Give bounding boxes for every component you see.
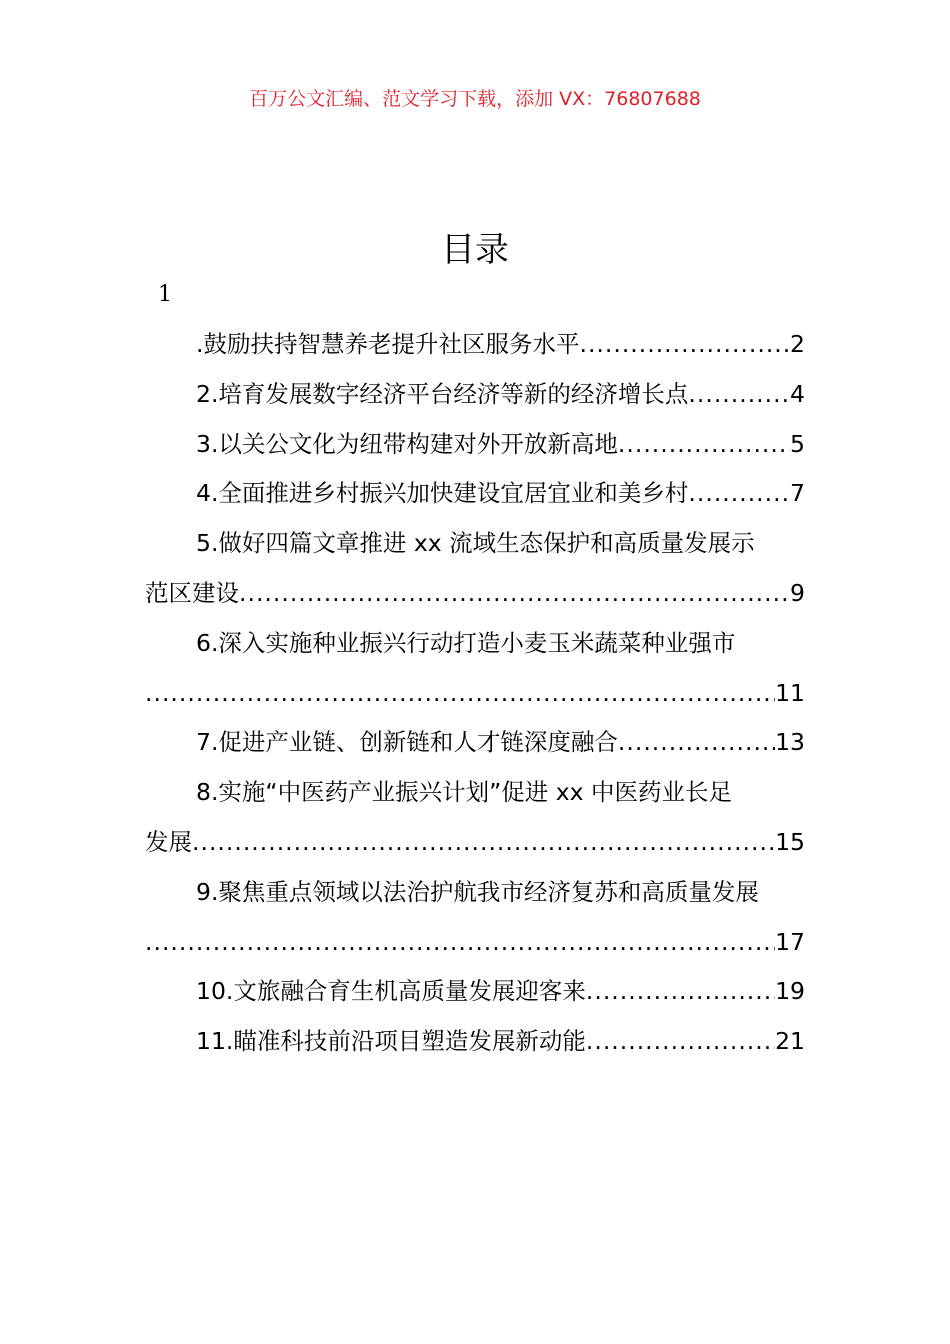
toc-entry[interactable] — [145, 469, 805, 519]
dot-leader — [579, 320, 790, 370]
toc-entry[interactable] — [145, 718, 805, 768]
dot-leader — [688, 469, 790, 519]
toc-entry-continuation[interactable] — [145, 918, 805, 968]
toc-page-number: 5 — [790, 429, 805, 458]
toc-page-number: 9 — [790, 578, 805, 607]
toc-entry-title: 4.全面推进乡村振兴加快建设宜居宜业和美乡村 — [196, 479, 689, 508]
toc-entry-title: 2.培育发展数字经济平台经济等新的经济增长点 — [196, 379, 689, 408]
toc-page-number: 7 — [790, 479, 805, 508]
toc-entry[interactable] — [145, 519, 805, 569]
dot-leader — [618, 718, 775, 768]
page-title: 目录 — [441, 230, 509, 270]
toc-entry[interactable] — [145, 868, 805, 918]
toc-entry-title: 3.以关公文化为纽带构建对外开放新高地 — [196, 429, 618, 458]
toc-page-number: 15 — [775, 827, 805, 856]
dot-leader — [145, 669, 775, 719]
dot-leader — [192, 818, 775, 868]
dot-leader — [145, 918, 775, 968]
toc-entry[interactable] — [145, 320, 805, 370]
table-of-contents — [145, 320, 805, 1067]
toc-page-number: 2 — [790, 330, 805, 358]
toc-page-number: 19 — [775, 977, 805, 1006]
toc-entry-title: 6.深入实施种业振兴行动打造小麦玉米蔬菜种业强市 — [196, 628, 736, 657]
toc-page-number: 11 — [775, 678, 805, 707]
toc-entry-continuation[interactable] — [145, 818, 805, 868]
dot-leader — [618, 420, 790, 470]
toc-entry[interactable] — [145, 1017, 805, 1067]
toc-page-number: 17 — [775, 927, 805, 956]
toc-entry-title: 8.实施“中医药产业振兴计划”促进 xx 中医药业长足 — [196, 778, 733, 807]
toc-entry-continuation[interactable] — [145, 569, 805, 619]
toc-page-number: 13 — [775, 728, 805, 757]
toc-entry[interactable] — [145, 967, 805, 1017]
dot-leader — [586, 1017, 775, 1067]
dot-leader — [586, 967, 775, 1017]
toc-entry[interactable] — [145, 768, 805, 818]
toc-entry-title: .鼓励扶持智慧养老提升社区服务水平 — [196, 330, 580, 358]
toc-entry-continuation[interactable] — [145, 669, 805, 719]
watermark-header: 百万公文汇编、范文学习下载，添加 VX：76807688 — [249, 88, 701, 110]
toc-page-number: 21 — [775, 1027, 805, 1056]
toc-entry[interactable] — [145, 370, 805, 420]
toc-entry-title-cont: 发展 — [145, 827, 192, 856]
toc-entry[interactable] — [145, 420, 805, 470]
dot-leader — [239, 569, 790, 619]
toc-entry-title: 9.聚焦重点领域以法治护航我市经济复苏和高质量发展 — [196, 877, 759, 906]
toc-entry[interactable] — [145, 619, 805, 669]
toc-entry-title: 7.促进产业链、创新链和人才链深度融合 — [196, 728, 618, 757]
stray-number: 1 — [158, 282, 172, 307]
dot-leader — [688, 370, 790, 420]
toc-page-number: 4 — [790, 379, 805, 408]
toc-entry-title: 11.瞄准科技前沿项目塑造发展新动能 — [196, 1027, 586, 1056]
toc-entry-title-cont: 范区建设 — [145, 578, 239, 607]
toc-entry-title: 10.文旅融合育生机高质量发展迎客来 — [196, 977, 586, 1006]
toc-entry-title: 5.做好四篇文章推进 xx 流域生态保护和高质量发展示 — [196, 529, 755, 558]
